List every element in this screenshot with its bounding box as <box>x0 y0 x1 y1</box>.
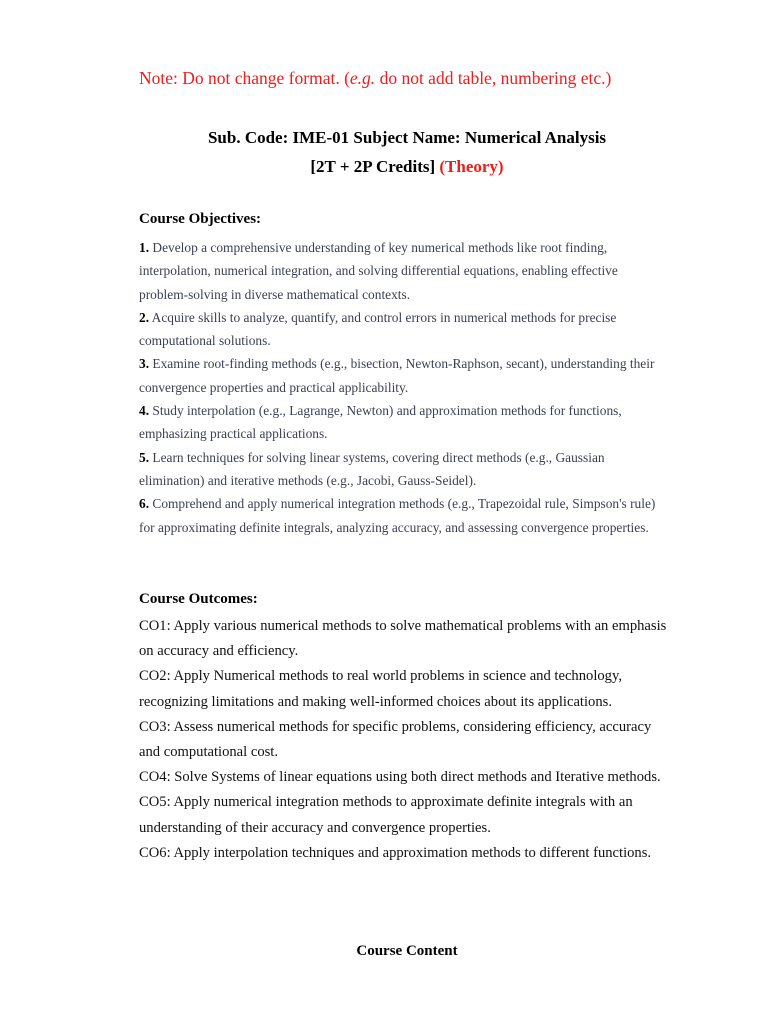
objective-number: 6. <box>139 496 150 512</box>
objective-item <box>139 399 669 446</box>
objective-text: Develop a comprehensive understanding of key numerical methods like root finding, interpolation, numerical integration, and solving differential equations, enabling effective problem-solving in diverse mathematical contexts. <box>139 240 618 302</box>
objective-number: 4. <box>139 403 150 419</box>
theory-tag: (Theory) <box>439 157 504 176</box>
credits-text: [2T + 2P Credits] <box>310 157 440 176</box>
objective-item <box>139 236 669 306</box>
objective-text: Acquire skills to analyze, quantify, and control errors in numerical methods for precise computational solutions. <box>139 309 617 349</box>
outcome-item: CO4: Solve Systems of linear equations using both direct methods and Iterative methods. <box>139 769 661 786</box>
course-outcomes-list <box>139 614 669 866</box>
objective-item <box>139 352 669 399</box>
objective-number: 1. <box>139 240 150 255</box>
objective-item <box>139 446 669 493</box>
objective-number: 2. <box>139 309 150 325</box>
outcome-item: CO3: Assess numerical methods for specific problems, considering efficiency, accuracy and computational cost. <box>139 718 652 761</box>
course-objectives-heading: Course Objectives: <box>139 211 262 227</box>
format-note-eg: e.g. <box>349 68 376 88</box>
format-note-prefix: Note: Do not change format. ( <box>139 68 350 88</box>
course-outcomes-heading: Course Outcomes: <box>139 591 258 607</box>
format-note-suffix: do not add table, numbering etc.) <box>375 68 612 88</box>
outcome-item: CO2: Apply Numerical methods to real world problems in science and technology, recognizing limitations and making well-informed choices about its applications. <box>139 668 622 710</box>
objective-number: 5. <box>139 449 150 465</box>
objective-item <box>139 492 669 539</box>
objective-text: Comprehend and apply numerical integration methods (e.g., Trapezoidal rule, Simpson's rule) for approximating definite integrals, analyzing accuracy, and assessing convergence properties. <box>139 496 656 535</box>
subject-title: Sub. Code: IME-01 Subject Name: Numerical Analysis <box>207 128 607 147</box>
outcome-item: CO1: Apply various numerical methods to solve mathematical problems with an emphasis on accuracy and efficiency. <box>139 618 667 660</box>
objective-item <box>139 306 669 353</box>
credits-line <box>23 157 768 177</box>
outcome-item: CO6: Apply interpolation techniques and approximation methods to different functions. <box>139 844 652 861</box>
objective-number: 3. <box>139 356 150 372</box>
objective-text: Learn techniques for solving linear systems, covering direct methods (e.g., Gaussian elimination) and iterative methods (e.g., Jacobi, Gauss-Seidel). <box>139 449 605 488</box>
outcome-item: CO5: Apply numerical integration methods to approximate definite integrals with an understanding of their accuracy and convergence properties. <box>139 794 633 836</box>
objective-text: Examine root-finding methods (e.g., bisection, Newton-Raphson, secant), understanding their convergence properties and practical applicability. <box>139 356 655 395</box>
objective-text: Study interpolation (e.g., Lagrange, Newton) and approximation methods for functions, emphasizing practical applications. <box>139 403 622 442</box>
course-content-heading: Course Content <box>356 943 458 959</box>
format-note <box>139 68 611 89</box>
course-objectives-list <box>139 236 669 539</box>
